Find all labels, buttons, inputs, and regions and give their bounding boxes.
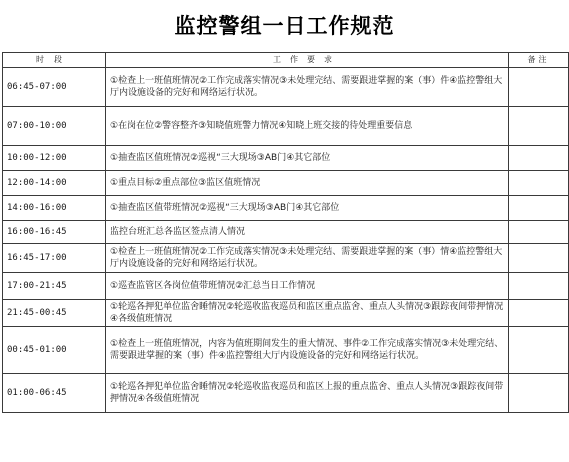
note-cell: [509, 221, 569, 244]
note-cell: [509, 327, 569, 374]
requirement-cell: ①重点目标②重点部位③监区值班情况: [106, 171, 509, 196]
table-row: [3, 273, 569, 300]
table-row: [3, 221, 569, 244]
table-row: [3, 146, 569, 171]
time-cell: 01:00-06:45: [3, 374, 106, 413]
requirement-cell: ①检查上一班值班情况②工作完成落实情况③未处理完结、需要跟进掌握的案（事）情④监控警组大厅内设施设备的完好和网络运行状况。: [106, 244, 509, 273]
time-cell: 07:00-10:00: [3, 107, 106, 146]
requirement-cell: ①检查上一班值班情况②工作完成落实情况③未处理完结、需要跟进掌握的案（事）件④监控警组大厅内设施设备的完好和网络运行状况。: [106, 68, 509, 107]
table-row: [3, 300, 569, 327]
table-row: [3, 374, 569, 413]
time-cell: 16:45-17:00: [3, 244, 106, 273]
note-cell: [509, 171, 569, 196]
note-cell: [509, 107, 569, 146]
note-cell: [509, 244, 569, 273]
requirement-cell: 监控台班汇总各监区签点清人情况: [106, 221, 509, 244]
table-row: [3, 196, 569, 221]
schedule-table: [2, 52, 569, 413]
note-cell: [509, 196, 569, 221]
note-cell: [509, 374, 569, 413]
requirement-cell: ①在岗在位②警容整齐③知晓值班警力情况④知晓上班交接的待处理重要信息: [106, 107, 509, 146]
note-cell: [509, 146, 569, 171]
time-cell: 17:00-21:45: [3, 273, 106, 300]
note-cell: [509, 68, 569, 107]
requirement-cell: ①检查上一班值班情况，内容为值班期间发生的重大情况、事件②工作完成落实情况③未处理完结、需要跟进掌握的案（事）件④监控警组大厅内设施设备的完好和网络运行状况。: [106, 327, 509, 374]
page-title: 监控警组一日工作规范: [174, 14, 395, 38]
table-row: [3, 244, 569, 273]
note-cell: [509, 273, 569, 300]
requirement-cell: ①巡查监管区各岗位值带班情况②汇总当日工作情况: [106, 273, 509, 300]
table-row: [3, 327, 569, 374]
requirement-cell: ①抽查监区值班情况②巡视“三大现场③AB门④其它部位: [106, 146, 509, 171]
header-requirement: 工作要求: [106, 53, 509, 68]
time-cell: 16:00-16:45: [3, 221, 106, 244]
table-row: [3, 68, 569, 107]
requirement-cell: ①抽查监区值带班情况②巡视“三大现场③AB门④其它部位: [106, 196, 509, 221]
time-cell: 12:00-14:00: [3, 171, 106, 196]
table-row: [3, 171, 569, 196]
requirement-cell: ①轮巡各押犯单位监舍睡情况②轮巡收监夜巡员和监区重点监舍、重点人头情况③跟踪夜间带押情况④各级值班情况: [106, 300, 509, 327]
table-row: [3, 107, 569, 146]
table-header-row: [3, 53, 569, 68]
note-cell: [509, 300, 569, 327]
header-time: 时段: [3, 53, 106, 68]
time-cell: 21:45-00:45: [3, 300, 106, 327]
time-cell: 06:45-07:00: [3, 68, 106, 107]
time-cell: 00:45-01:00: [3, 327, 106, 374]
header-note: 备注: [509, 53, 569, 68]
requirement-cell: ①轮巡各押犯单位监舍睡情况②轮巡收监夜巡员和监区上报的重点监舍、重点人头情况③跟踪夜间带押情况④各级值班情况: [106, 374, 509, 413]
time-cell: 14:00-16:00: [3, 196, 106, 221]
time-cell: 10:00-12:00: [3, 146, 106, 171]
